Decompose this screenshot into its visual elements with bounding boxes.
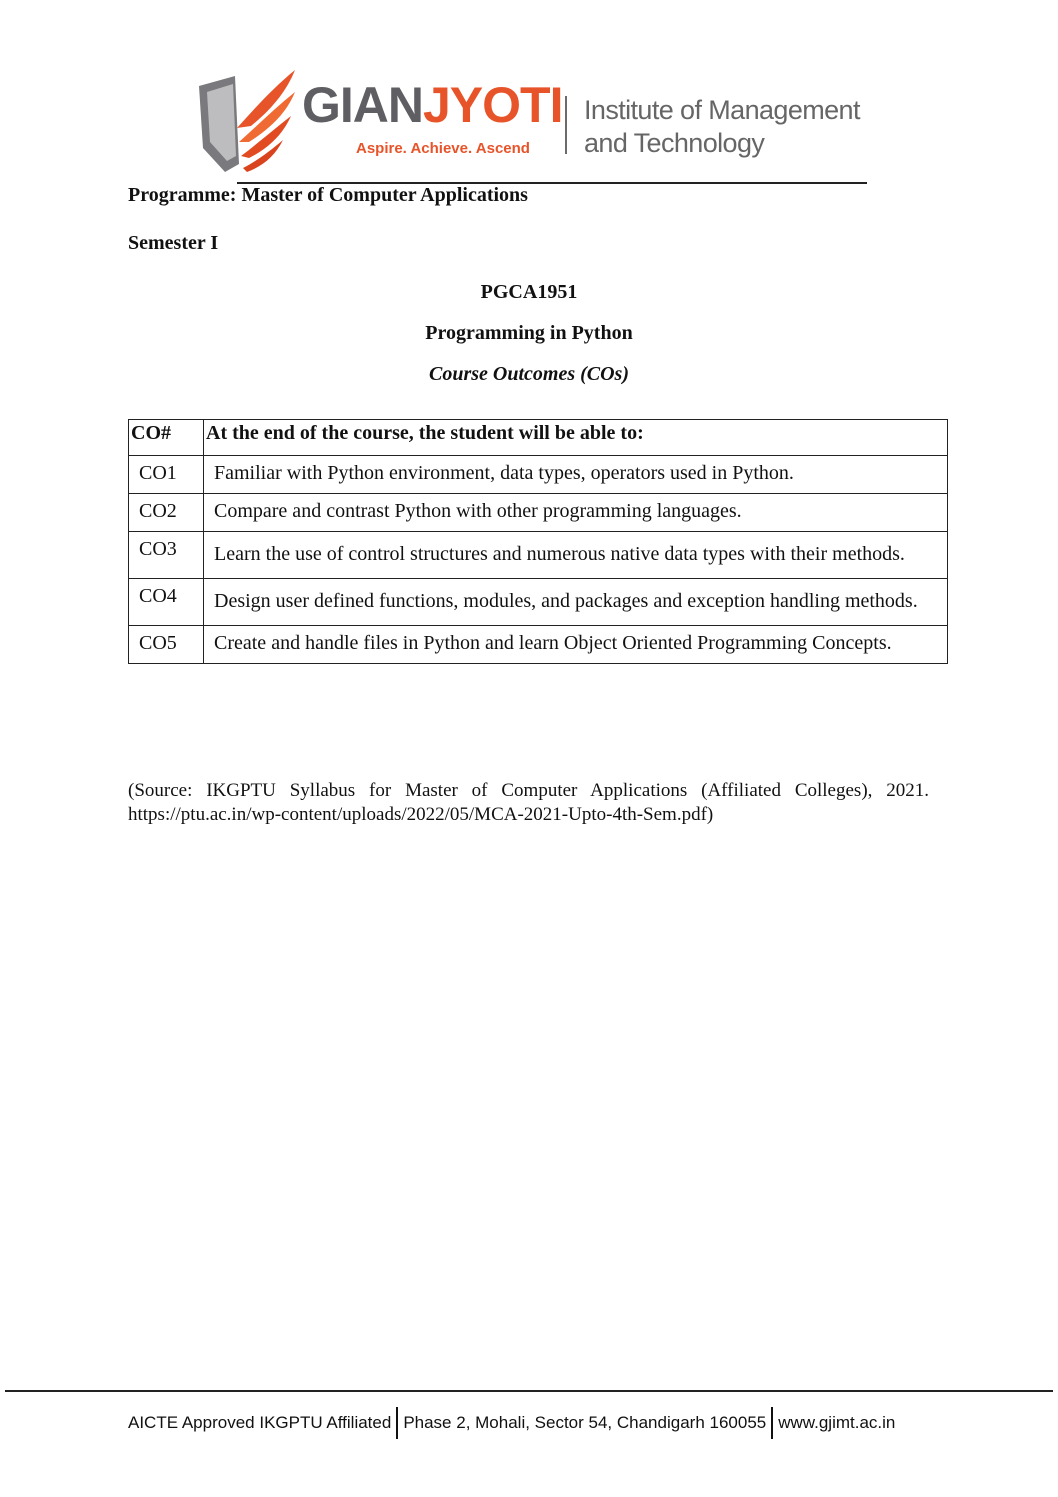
table-header-co: CO# <box>129 420 204 456</box>
brand-part-gian: GIAN <box>302 77 423 133</box>
co-text: Design user defined functions, modules, and packages and exception handling methods. <box>204 579 948 626</box>
footer-address: Phase 2, Mohali, Sector 54, Chandigarh 160055 <box>403 1413 767 1432</box>
table-row <box>129 626 948 664</box>
brand-part-jyoti: JYOTI <box>423 77 563 133</box>
institute-name-line1: Institute of Management <box>584 95 860 125</box>
course-code: PGCA1951 <box>480 281 578 303</box>
footer-website: www.gjimt.ac.in <box>778 1413 896 1432</box>
co-text: Compare and contrast Python with other programming languages. <box>204 494 948 532</box>
brand-wordmark <box>302 77 563 133</box>
co-text: Familiar with Python environment, data types, operators used in Python. <box>204 456 948 494</box>
source-note: (Source: IKGPTU Syllabus for Master of Computer Applications (Affiliated Colleges), 2021. https://ptu.ac.in/wp-content/uploads/2022/05/MCA-2021-Upto-4th-Sem.pdf) <box>128 780 929 825</box>
institute-name-line2: and Technology <box>584 128 765 158</box>
table-row <box>129 579 948 626</box>
programme-heading: Programme: Master of Computer Applications <box>128 184 528 206</box>
footer-rule <box>5 1390 1053 1392</box>
co-id: CO4 <box>129 579 204 626</box>
co-id: CO2 <box>129 494 204 532</box>
letterhead <box>0 0 1058 190</box>
table-header-description: At the end of the course, the student will be able to: <box>204 420 948 456</box>
footer-accreditation: AICTE Approved IKGPTU Affiliated <box>128 1413 392 1432</box>
semester-heading: Semester I <box>128 232 219 254</box>
footer-divider <box>771 1407 773 1439</box>
brand-tagline: Aspire. Achieve. Ascend <box>356 140 530 157</box>
course-title: Programming in Python <box>425 322 633 344</box>
table-row <box>129 456 948 494</box>
co-id: CO3 <box>129 532 204 579</box>
co-text: Learn the use of control structures and numerous native data types with their methods. <box>204 532 948 579</box>
section-title: Course Outcomes (COs) <box>428 363 629 385</box>
co-text: Create and handle files in Python and learn Object Oriented Programming Concepts. <box>204 626 948 664</box>
co-id: CO1 <box>129 456 204 494</box>
shield-logo-icon <box>195 68 300 176</box>
course-outcomes-table <box>128 419 948 664</box>
header-divider <box>565 96 567 154</box>
institute-name <box>584 94 860 160</box>
co-id: CO5 <box>129 626 204 664</box>
footer-divider <box>396 1407 398 1439</box>
table-header-row <box>129 420 948 456</box>
table-row <box>129 494 948 532</box>
footer <box>128 1407 895 1439</box>
table-row <box>129 532 948 579</box>
